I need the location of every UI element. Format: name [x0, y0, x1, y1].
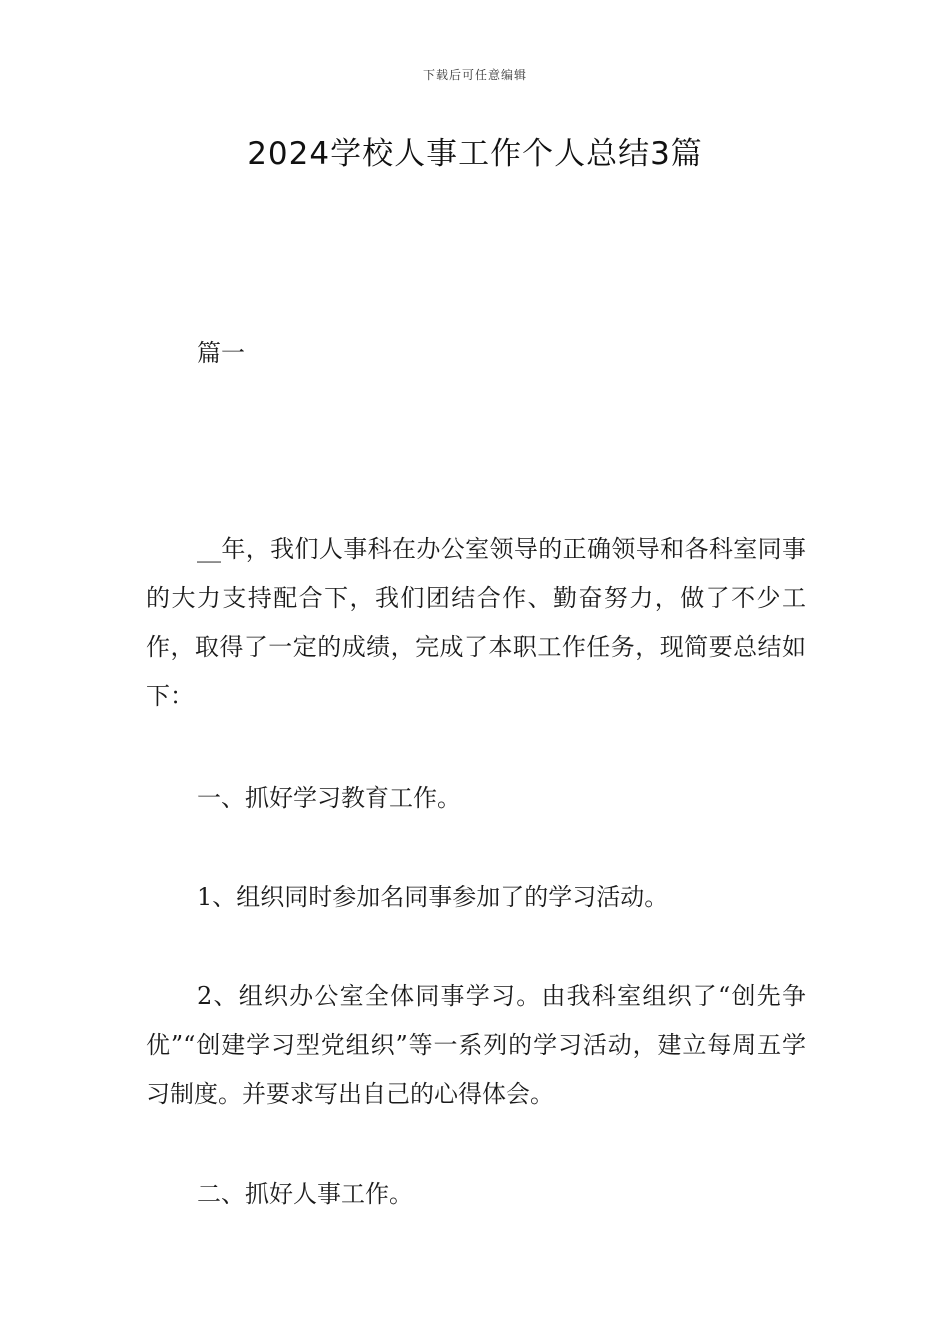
paragraph-intro: __年，我们人事科在办公室领导的正确领导和各科室同事的大力支持配合下，我们团结合作、勤奋努力，做了不少工作，取得了一定的成绩，完成了本职工作任务，现简要总结如下： [146, 535, 806, 710]
header-note: 下载后可任意编辑 [422, 68, 527, 82]
document-title: 2024学校人事工作个人总结3篇 [247, 136, 703, 172]
paragraph-item-1: 1、组织同时参加名同事参加了的学习活动。 [197, 883, 669, 911]
section-label: 篇一 [197, 339, 245, 367]
paragraph-heading-study: 一、抓好学习教育工作。 [197, 784, 461, 812]
paragraph-heading-personnel: 二、抓好人事工作。 [197, 1180, 413, 1208]
paragraph-item-2: 2、组织办公室全体同事学习。由我科室组织了“创先争优”“创建学习型党组织”等一系列的学习活动，建立每周五学习制度。并要求写出自己的心得体会。 [146, 982, 806, 1108]
